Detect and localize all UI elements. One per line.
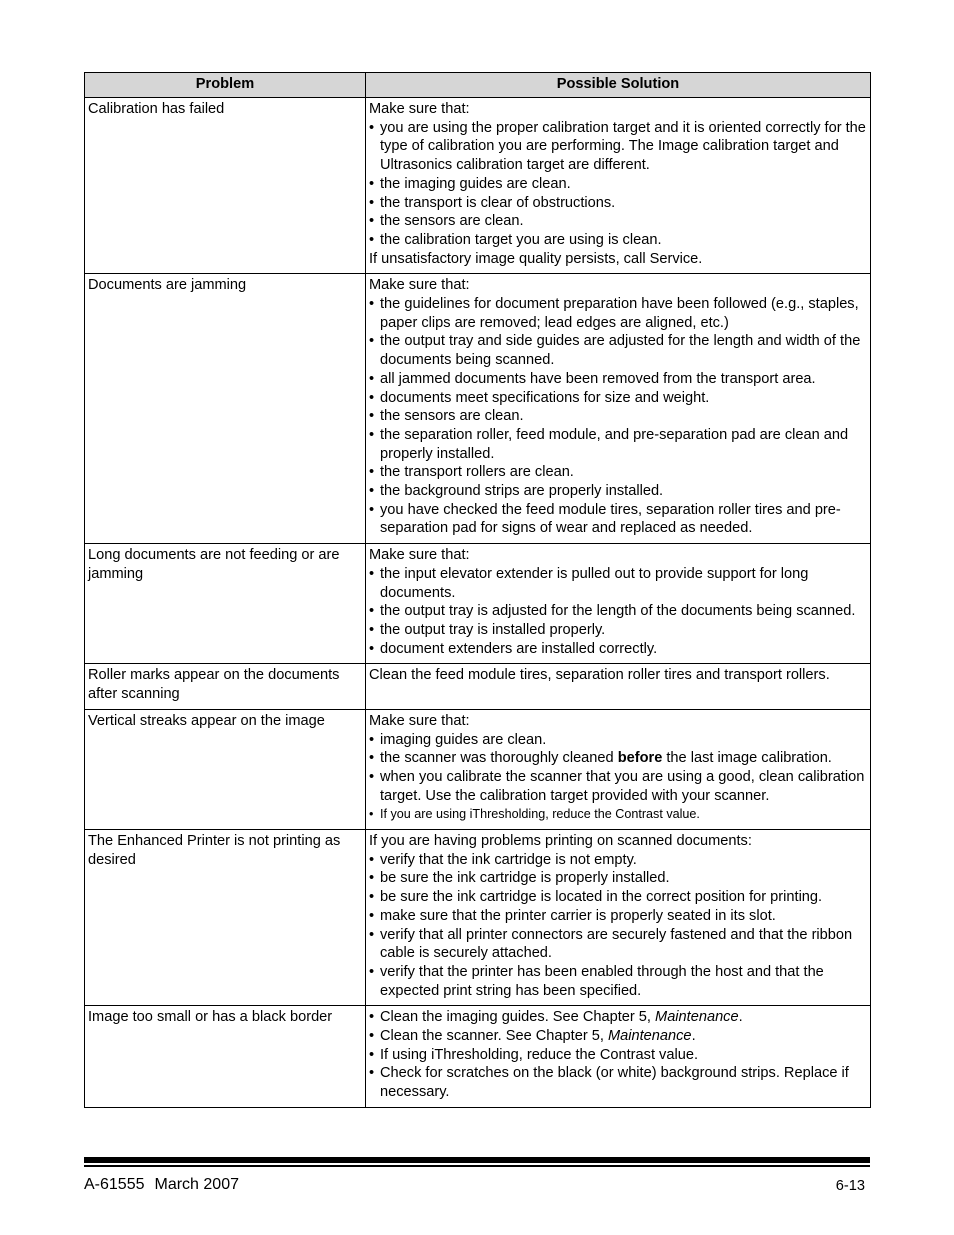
solution-cell: [366, 830, 871, 1006]
list-item: • verify that all printer connectors are securely fastened and that the ribbon cable is securely attached.: [369, 926, 867, 963]
footer-rule-thick: [84, 1157, 870, 1163]
list-item: • If using iThresholding, reduce the Contrast value.: [369, 1046, 867, 1065]
list-item: • the background strips are properly installed.: [369, 482, 867, 501]
list-item: • document extenders are installed correctly.: [369, 640, 867, 659]
problem-cell: Calibration has failed: [85, 98, 366, 274]
list-item-text: Clean the scanner. See Chapter 5,: [380, 1028, 608, 1045]
solution-list: [369, 731, 867, 825]
list-item: • verify that the ink cartridge is not empty.: [369, 851, 867, 870]
list-item-text: .: [738, 1009, 743, 1026]
table-row: [85, 274, 871, 544]
troubleshooting-table: [84, 72, 871, 1108]
emphasis-before: before: [617, 750, 663, 767]
list-item: • If you are using iThresholding, reduce the Contrast value.: [369, 805, 867, 824]
solution-list: [369, 295, 867, 538]
solution-outro: If unsatisfactory image quality persists, call Service.: [369, 250, 703, 267]
list-item: • the output tray is installed properly.: [369, 621, 867, 640]
list-item: • the output tray and side guides are adjusted for the length and width of the documents being scanned.: [369, 332, 867, 369]
list-item: [369, 1008, 867, 1027]
problem-cell: Image too small or has a black border: [85, 1006, 366, 1108]
list-item: [369, 749, 867, 768]
list-item-text: the last image calibration.: [662, 750, 832, 767]
page-number: 6-13: [835, 1178, 865, 1194]
table-row: [85, 544, 871, 664]
table-row: [85, 830, 871, 1006]
table-row: [85, 709, 871, 829]
list-item: • you have checked the feed module tires, separation roller tires and pre-separation pad for signs of wear and replaced as needed.: [369, 501, 867, 538]
list-item: • be sure the ink cartridge is properly installed.: [369, 869, 867, 888]
list-item: • the guidelines for document preparation have been followed (e.g., staples, paper clips are removed; lead edges are aligned, etc.): [369, 295, 867, 332]
list-item: • the separation roller, feed module, and pre-separation pad are clean and properly installed.: [369, 426, 867, 463]
list-item: • the transport is clear of obstructions.: [369, 194, 867, 213]
solution-cell: [366, 98, 871, 274]
list-item: • the transport rollers are clean.: [369, 463, 867, 482]
list-item: • imaging guides are clean.: [369, 731, 867, 750]
solution-list: [369, 851, 867, 1001]
list-item: • the sensors are clean.: [369, 212, 867, 231]
problem-cell: Long documents are not feeding or are jamming: [85, 544, 366, 664]
solution-intro: Make sure that:: [369, 277, 470, 294]
footer-rule-thin: [84, 1165, 870, 1167]
list-item: • be sure the ink cartridge is located in the correct position for printing.: [369, 888, 867, 907]
solution-cell: [366, 1006, 871, 1108]
solution-intro: Make sure that:: [369, 101, 470, 117]
list-item: • the imaging guides are clean.: [369, 175, 867, 194]
solution-cell: Clean the feed module tires, separation roller tires and transport rollers.: [366, 664, 871, 709]
solution-list: [369, 119, 867, 250]
solution-cell: [366, 544, 871, 664]
list-item: • verify that the printer has been enabled through the host and that the expected print string has been specified.: [369, 963, 867, 1000]
table-header-row: [85, 73, 871, 98]
list-item: • all jammed documents have been removed from the transport area.: [369, 370, 867, 389]
list-item: • you are using the proper calibration target and it is oriented correctly for the type of calibration you are performing. The Image calibration target and Ultrasonics calibration target are different.: [369, 119, 867, 175]
list-item-text: Clean the imaging guides. See Chapter 5,: [380, 1009, 656, 1026]
solution-intro: Make sure that:: [369, 712, 470, 729]
header-possible-solution: Possible Solution: [366, 73, 871, 98]
list-item: • make sure that the printer carrier is properly seated in its slot.: [369, 907, 867, 926]
list-item: • Check for scratches on the black (or white) background strips. Replace if necessary.: [369, 1064, 867, 1101]
solution-cell: [366, 274, 871, 544]
problem-cell: Documents are jamming: [85, 274, 366, 544]
list-item-text: .: [691, 1028, 696, 1045]
document-date: March 2007: [154, 1176, 239, 1193]
chapter-reference: Maintenance: [655, 1009, 739, 1026]
solution-list: [369, 1008, 867, 1102]
table-row: [85, 664, 871, 709]
list-item: • the output tray is adjusted for the length of the documents being scanned.: [369, 602, 867, 621]
problem-cell: Vertical streaks appear on the image: [85, 709, 366, 829]
solution-cell: [366, 709, 871, 829]
list-item: • documents meet specifications for size and weight.: [369, 389, 867, 408]
list-item: • when you calibrate the scanner that you are using a good, clean calibration target. Use the calibration target provided with your scanner.: [369, 768, 867, 805]
solution-intro: Make sure that:: [369, 547, 470, 564]
document-number: A-61555: [84, 1176, 145, 1193]
list-item: • the input elevator extender is pulled out to provide support for long documents.: [369, 565, 867, 602]
table-row: [85, 98, 871, 274]
list-item: • the sensors are clean.: [369, 407, 867, 426]
problem-cell: The Enhanced Printer is not printing as desired: [85, 830, 366, 1006]
table-row: [85, 1006, 871, 1108]
list-item-text: the scanner was thoroughly cleaned: [380, 750, 618, 767]
chapter-reference: Maintenance: [607, 1028, 692, 1045]
problem-cell: Roller marks appear on the documents after scanning: [85, 664, 366, 709]
list-item: • the calibration target you are using is clean.: [369, 231, 867, 250]
list-item: [369, 1027, 867, 1046]
solution-list: [369, 565, 867, 659]
footer-document-info: [84, 1176, 239, 1194]
solution-intro: If you are having problems printing on scanned documents:: [369, 833, 752, 850]
header-problem: Problem: [85, 73, 366, 98]
